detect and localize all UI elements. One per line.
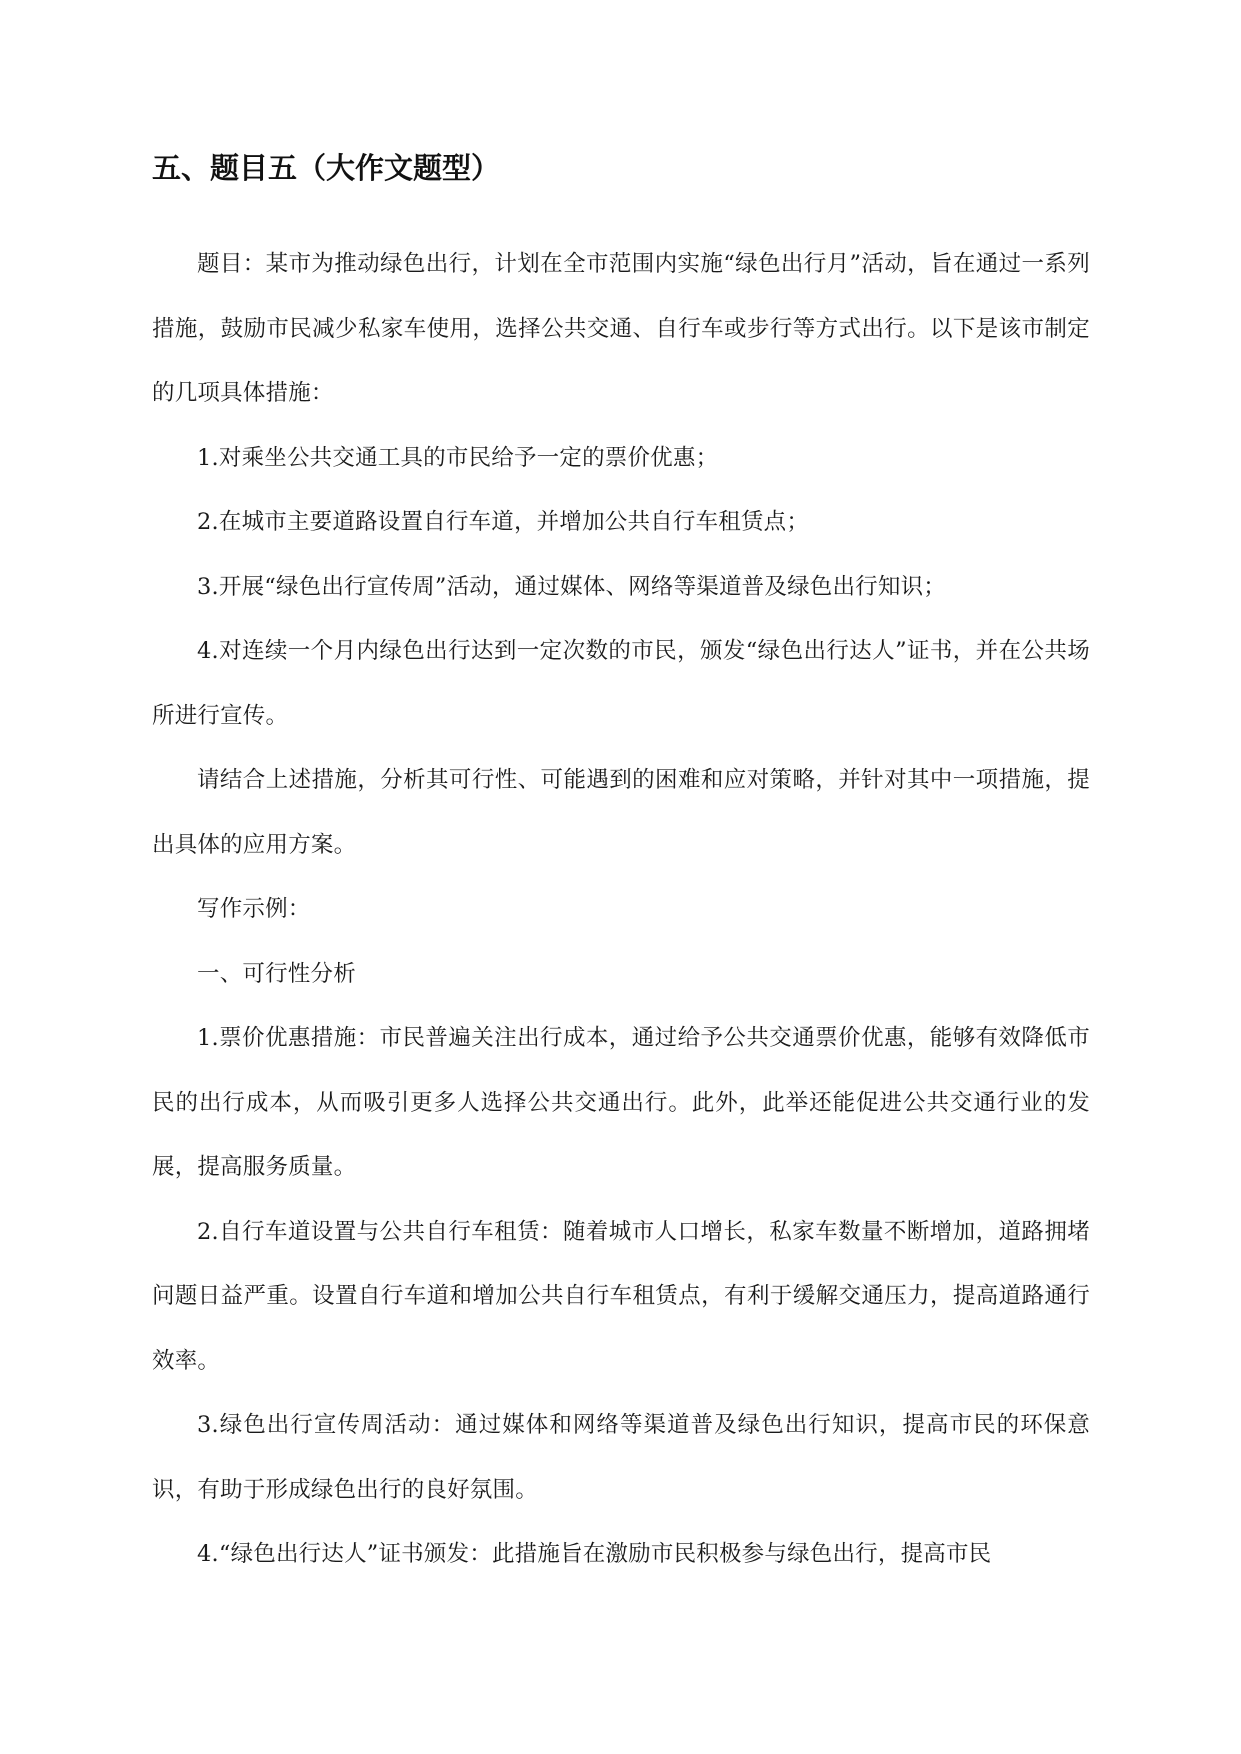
analysis-item-3: 3.绿色出行宣传周活动：通过媒体和网络等渠道普及绿色出行知识，提高市民的环保意识，有助于形成绿色出行的良好氛围。 — [152, 1412, 1090, 1503]
document-body — [152, 232, 1090, 1587]
measure-item-4: 4.对连续一个月内绿色出行达到一定次数的市民，颁发“绿色出行达人”证书，并在公共场所进行宣传。 — [152, 638, 1090, 729]
measure-item-3: 3.开展“绿色出行宣传周”活动，通过媒体、网络等渠道普及绿色出行知识； — [197, 573, 946, 600]
measure-item-2: 2.在城市主要道路设置自行车道，并增加公共自行车租赁点； — [197, 509, 810, 535]
analysis-item-4: 4.“绿色出行达人”证书颁发：此措施旨在激励市民积极参与绿色出行，提高市民 — [197, 1541, 992, 1567]
question-paragraph: 题目：某市为推动绿色出行，计划在全市范围内实施“绿色出行月”活动，旨在通过一系列措施，鼓励市民减少私家车使用，选择公共交通、自行车或步行等方式出行。以下是该市制定的几项具体措施： — [152, 251, 1090, 406]
measure-item-1: 1.对乘坐公共交通工具的市民给予一定的票价优惠； — [197, 444, 719, 471]
section-heading: 五、题目五（大作文题型） — [152, 151, 501, 185]
subsection-heading: 一、可行性分析 — [197, 960, 356, 987]
task-paragraph: 请结合上述措施，分析其可行性、可能遇到的困难和应对策略，并针对其中一项措施，提出具体的应用方案。 — [152, 767, 1090, 858]
analysis-item-2: 2.自行车道设置与公共自行车租赁：随着城市人口增长，私家车数量不断增加，道路拥堵问题日益严重。设置自行车道和增加公共自行车租赁点，有利于缓解交通压力，提高道路通行效率。 — [152, 1218, 1090, 1374]
example-label: 写作示例： — [197, 896, 311, 922]
analysis-item-1: 1.票价优惠措施：市民普遍关注出行成本，通过给予公共交通票价优惠，能够有效降低市民的出行成本，从而吸引更多人选择公共交通出行。此外，此举还能促进公共交通行业的发展，提高服务质量。 — [152, 1025, 1090, 1180]
